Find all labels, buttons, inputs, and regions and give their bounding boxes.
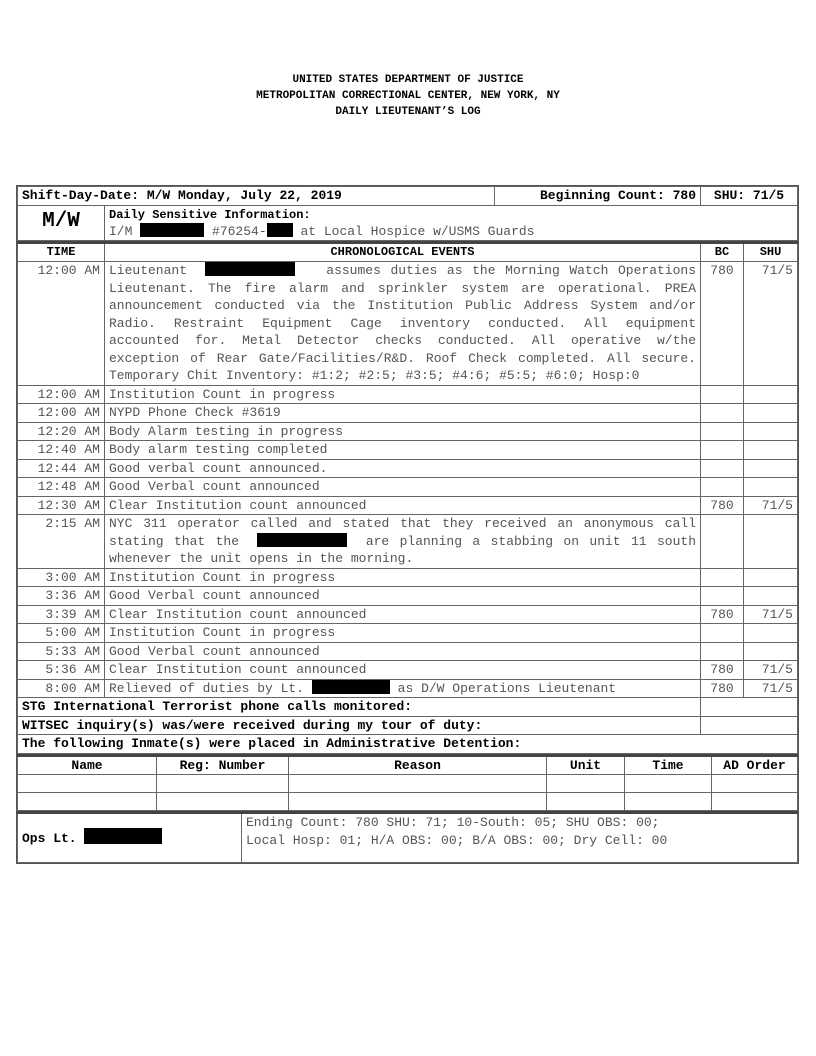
- event-time: 3:00 AM: [18, 568, 105, 587]
- event-shu: [744, 422, 798, 441]
- event-bc: [701, 642, 744, 661]
- event-bc: [701, 587, 744, 606]
- event-bc: 780: [701, 679, 744, 698]
- table-row: [18, 459, 798, 478]
- event-text: Clear Institution count announced: [105, 496, 701, 515]
- event-text: Good Verbal count announced: [105, 642, 701, 661]
- event-text: Body alarm testing completed: [105, 441, 701, 460]
- event-shu: [744, 587, 798, 606]
- event-time: 12:00 AM: [18, 404, 105, 423]
- event-text: Institution Count in progress: [105, 385, 701, 404]
- event-text: NYC 311 operator called and stated that they received an anonymous call stating that the are planning a stabbing on unit 11 south whenever the unit opens in the morning.: [105, 515, 701, 569]
- ad-col: Name: [18, 755, 157, 775]
- event-text: Good Verbal count announced: [105, 478, 701, 497]
- summary-table: [17, 186, 798, 241]
- redaction: [312, 680, 390, 694]
- table-row: [18, 624, 798, 643]
- event-bc: [701, 568, 744, 587]
- redaction: [205, 262, 295, 276]
- event-time: 2:15 AM: [18, 515, 105, 569]
- col-shu: SHU: [744, 242, 798, 262]
- table-row: [18, 642, 798, 661]
- document-header: [0, 72, 816, 120]
- event-text: Clear Institution count announced: [105, 661, 701, 680]
- event-shu: 71/5: [744, 496, 798, 515]
- event-shu: [744, 642, 798, 661]
- daily-log-form: [16, 185, 799, 864]
- event-bc: [701, 478, 744, 497]
- event-shu: [744, 478, 798, 497]
- table-row: [18, 661, 798, 680]
- ad-col: Unit: [547, 755, 625, 775]
- table-row: [18, 605, 798, 624]
- ad-col: AD Order: [712, 755, 798, 775]
- table-row: [18, 262, 798, 386]
- event-bc: 780: [701, 605, 744, 624]
- stg-value: [701, 698, 798, 717]
- table-row: [18, 496, 798, 515]
- event-bc: 780: [701, 262, 744, 386]
- ad-col: Reg: Number: [157, 755, 289, 775]
- ad-col: Time: [625, 755, 712, 775]
- event-time: 12:00 AM: [18, 262, 105, 386]
- event-time: 5:33 AM: [18, 642, 105, 661]
- event-shu: [744, 404, 798, 423]
- event-bc: [701, 459, 744, 478]
- event-time: 12:40 AM: [18, 441, 105, 460]
- event-text: Body Alarm testing in progress: [105, 422, 701, 441]
- event-text: Institution Count in progress: [105, 568, 701, 587]
- col-time: TIME: [18, 242, 105, 262]
- redaction: [257, 533, 347, 547]
- reg-number: #76254-: [212, 223, 267, 239]
- footer-table: [17, 811, 798, 863]
- event-time: 12:20 AM: [18, 422, 105, 441]
- event-time: 12:30 AM: [18, 496, 105, 515]
- event-bc: [701, 441, 744, 460]
- event-shu: [744, 459, 798, 478]
- event-bc: [701, 422, 744, 441]
- event-bc: [701, 624, 744, 643]
- inmate-prefix: I/M: [109, 223, 133, 239]
- ops-lt: Ops Lt.: [18, 813, 242, 863]
- col-events: CHRONOLOGICAL EVENTS: [105, 242, 701, 262]
- location: at Local Hospice w/USMS Guards: [300, 223, 535, 239]
- ad-title: The following Inmate(s) were placed in Administrative Detention:: [18, 735, 798, 754]
- ad-table: [17, 754, 798, 812]
- header-line-1: UNITED STATES DEPARTMENT OF JUSTICE: [292, 74, 524, 86]
- event-time: 5:00 AM: [18, 624, 105, 643]
- table-row: [18, 568, 798, 587]
- shift-code: M/W: [18, 205, 105, 240]
- shift-date: Shift-Day-Date: M/W Monday, July 22, 2019: [18, 187, 495, 206]
- witsec-label: WITSEC inquiry(s) was/were received during my tour of duty:: [18, 716, 701, 735]
- ending-count: Ending Count: 780 SHU: 71; 10-South: 05; SHU OBS: 00; Local Hosp: 01; H/A OBS: 00; B/A OBS: 00; Dry Cell: 00: [242, 813, 798, 863]
- sensitive-label: Daily Sensitive Information:: [109, 207, 311, 222]
- event-shu: 71/5: [744, 661, 798, 680]
- stg-label: STG International Terrorist phone calls monitored:: [18, 698, 701, 717]
- event-shu: 71/5: [744, 262, 798, 386]
- table-row: [18, 478, 798, 497]
- event-text: Relieved of duties by Lt. as D/W Operations Lieutenant: [105, 679, 701, 698]
- event-shu: [744, 385, 798, 404]
- event-bc: [701, 385, 744, 404]
- ad-col: Reason: [289, 755, 547, 775]
- event-text: Clear Institution count announced: [105, 605, 701, 624]
- event-bc: 780: [701, 496, 744, 515]
- event-bc: [701, 404, 744, 423]
- witsec-value: [701, 716, 798, 735]
- redaction: [84, 828, 162, 844]
- table-row: [18, 404, 798, 423]
- table-row: [18, 679, 798, 698]
- beginning-count: Beginning Count: 780: [495, 187, 701, 206]
- event-text: NYPD Phone Check #3619: [105, 404, 701, 423]
- table-row: [18, 587, 798, 606]
- col-bc: BC: [701, 242, 744, 262]
- table-row: [18, 515, 798, 569]
- redaction: [140, 223, 204, 237]
- event-time: 12:48 AM: [18, 478, 105, 497]
- event-shu: 71/5: [744, 679, 798, 698]
- event-time: 8:00 AM: [18, 679, 105, 698]
- header-line-2: METROPOLITAN CORRECTIONAL CENTER, NEW YORK, NY: [256, 90, 560, 102]
- event-time: 5:36 AM: [18, 661, 105, 680]
- event-text: Institution Count in progress: [105, 624, 701, 643]
- event-shu: 71/5: [744, 605, 798, 624]
- event-shu: [744, 568, 798, 587]
- shu-count: SHU: 71/5: [701, 187, 798, 206]
- redaction: [267, 223, 293, 237]
- event-text: Good Verbal count announced: [105, 587, 701, 606]
- event-text: Good verbal count announced.: [105, 459, 701, 478]
- event-shu: [744, 624, 798, 643]
- event-shu: [744, 441, 798, 460]
- table-row: [18, 441, 798, 460]
- table-row: [18, 385, 798, 404]
- events-table: [17, 241, 798, 754]
- event-time: 12:00 AM: [18, 385, 105, 404]
- event-time: 3:36 AM: [18, 587, 105, 606]
- sensitive-info: [105, 205, 798, 240]
- header-line-3: DAILY LIEUTENANT’S LOG: [335, 106, 481, 118]
- event-time: 12:44 AM: [18, 459, 105, 478]
- event-time: 3:39 AM: [18, 605, 105, 624]
- event-bc: 780: [701, 661, 744, 680]
- table-row: [18, 422, 798, 441]
- event-text: Lieutenant assumes duties as the Morning Watch Operations Lieutenant. The fire alarm and sprinkler system are operational. PREA announcement conducted via the Institution Public Address System and/or Radio. Restraint Equipment Cage inventory conducted. All equipment accounted for. Metal Detector checks conducted. All operative w/the exception of Rear Gate/Facilities/R&D. Roof Check completed. All secure. Temporary Chit Inventory: #1:2; #2:5; #3:5; #4:6; #5:5; #6:0; Hosp:0: [105, 262, 701, 386]
